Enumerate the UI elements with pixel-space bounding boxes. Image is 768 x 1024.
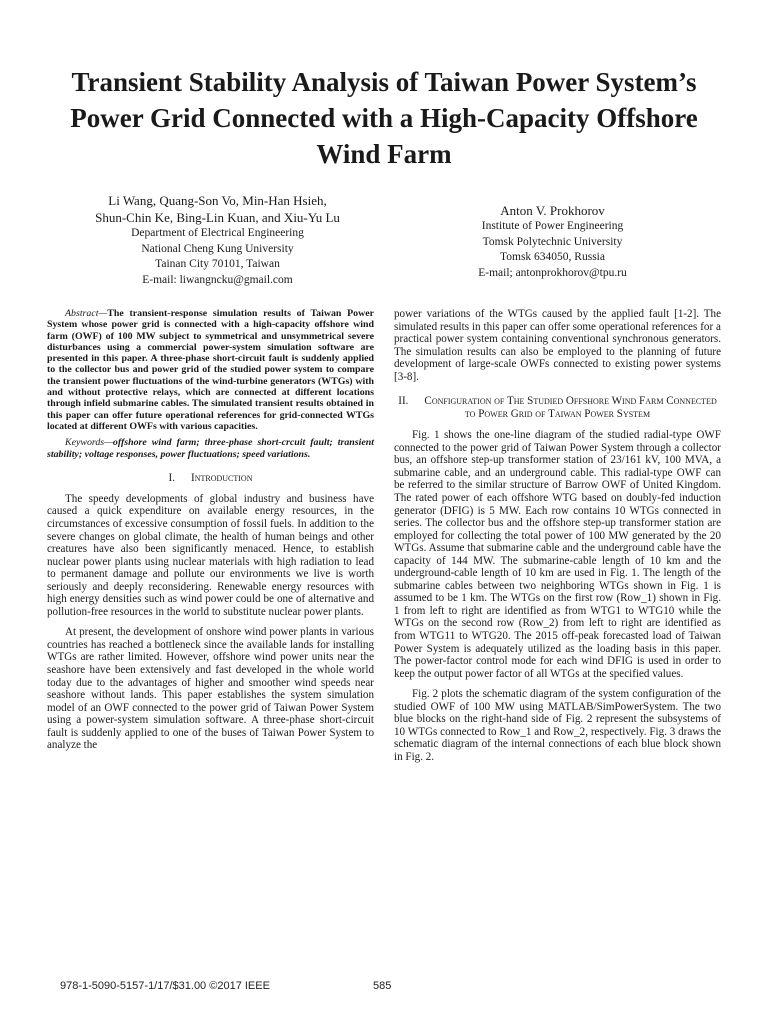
author-name: Anton V. Prokhorov <box>500 203 605 218</box>
keywords <box>47 437 374 460</box>
keywords-text: offshore wind farm; three-phase short-crcuit fault; transient stability; voltage responses, power fluctuations; speed variations. <box>47 437 374 460</box>
abstract <box>47 308 374 432</box>
author-block-left <box>55 192 380 288</box>
keywords-lead: Keywords— <box>65 437 113 449</box>
author-university: Tomsk Polytechnic University <box>482 235 623 248</box>
author-department: Institute of Power Engineering <box>481 220 624 232</box>
paragraph: The speedy developments of global industry and business have caused a quick expenditure on available energy resources, in the circumstances of excessive consumption of fossil fuels. In addition to the severe changes on global climate, the health of human beings and other creatures have also been significantly menaced. Hence, to establish nuclear power plants using nuclear materials with high radiation to lead to permanent damage and pollute our environments we live is worth seriously and deeply reconsidering. Renewable energy resources with high energy densities such as wind power could be one of alternative and pollution-free resources in the world to substitute nuclear power plants. <box>47 492 374 618</box>
section-number: II. <box>398 395 409 408</box>
author-department: Department of Electrical Engineering <box>131 227 304 239</box>
paragraph: At present, the development of onshore wind power plants in various countries has reached a bottleneck since the available lands for installing WTGs are rather limited. However, offshore wind power units near the seashore have been extensively and fast developed in the whole world today due to the advantages of higher and smoother wind speeds near seashore without lands. This paper establishes the system simulation model of an OWF connected to the power grid of Taiwan Power System using a power-system simulation software. A three-phase short-circuit fault is suddenly applied to one of the buses of Taiwan Power System to analyze the <box>47 626 374 752</box>
section-heading-configuration <box>394 395 721 421</box>
section-title: Configuration of The Studied Offshore Wind Farm Connected to Power Grid of Taiwan Power System <box>424 395 717 421</box>
author-block-right <box>410 202 695 281</box>
author-email: E-mail; antonprokhorov@tpu.ru <box>478 266 627 279</box>
page-number: 585 <box>373 980 392 992</box>
abstract-lead: Abstract— <box>65 308 108 319</box>
left-column <box>47 308 374 752</box>
author-university: National Cheng Kung University <box>141 242 294 255</box>
author-city: Tainan City 70101, Taiwan <box>155 258 280 270</box>
paper-title: Transient Stability Analysis of Taiwan Power System’s Power Grid Connected with a High-Capacity Offshore Wind Farm <box>70 67 698 169</box>
paragraph: Fig. 2 plots the schematic diagram of the system configuration of the studied OWF of 100 MW using MATLAB/SimPowerSystem. The two blue blocks on the right-hand side of Fig. 2 represent the subsystems of 10 WTGs connected to Row_1 and Row_2, respectively. Fig. 3 draws the schematic diagram of the internal connections of each blue block shown in Fig. 2. <box>394 688 721 763</box>
author-city: Tomsk 634050, Russia <box>500 251 605 263</box>
copyright-notice: 978-1-5090-5157-1/17/$31.00 ©2017 IEEE <box>60 980 270 992</box>
author-names-line1: Li Wang, Quang-Son Vo, Min-Han Hsieh, <box>108 193 327 208</box>
section-title: Introduction <box>191 471 253 484</box>
paragraph: power variations of the WTGs caused by the applied fault [1-2]. The simulated results in this paper can offer some operational references for a practical power system containing conventional synchronous generators. The simulation results can also be employed to the planning of future development of large-scale OWFs connected to existing power systems [3-8]. <box>394 308 721 383</box>
section-number: I. <box>168 471 175 484</box>
abstract-text: The transient-response simulation results of Taiwan Power System whose power grid is connected with a high-capacity offshore wind farm (OWF) of 100 MW subject to symmetrical and unsymmetrical severe disturbances using a commercial power-system simulation software are presented in this paper. A three-phase short-circuit fault is suddenly applied to the collector bus and power grid of the studied power system to compare the transient power fluctuations of the wind-turbine generators (WTGs) with and without protective relays, which are connected at different locations through infield submarine cables. The simulated transient results obtained in this paper can offer future operational references for grid-connected WTGs located at different OWFs with various capacities. <box>47 308 374 432</box>
author-names-line2: Shun-Chin Ke, Bing-Lin Kuan, and Xiu-Yu Lu <box>95 210 340 225</box>
section-heading-introduction <box>47 472 374 485</box>
paragraph: Fig. 1 shows the one-line diagram of the studied radial-type OWF connected to the power grid of Taiwan Power System through a collector bus, an offshore step-up transformer station of 23/161 kV, 100 MVA, a submarine cable, and an underground cable. This radial-type OWF can be referred to the similar structure of Barrow OWF of United Kingdom. The rated power of each offshore WTG based on doubly-fed induction generator (DFIG) is 5 MW. Each row contains 10 WTGs connected in series. The collector bus and the offshore step-up transformer station are employed for collecting the total power of 100 MW generated by the 20 WTGs. Assume that submarine cable and the underground cable have the capacity of 144 MW. The submarine-cable length of 10 km and the underground-cable length of 10 km are used in Fig. 1. The length of the submarine cables between two neighboring WTGs shown in Fig. 1 is assumed to be 1 km. The WTGs on the first row (Row_1) shown in Fig. 1 from left to right are identified as from WTG1 to WTG10 while the WTGs on the second row (Row_2) from left to right are identified as from WTG11 to WTG20. The 2015 off-peak forecasted load of Taiwan Power System is adequately utilized as the loading basis in this paper. The power-factor control mode for each wind DFIG is used in order to keep the output power factor of all WTGs at the specified values. <box>394 429 721 680</box>
right-column <box>394 308 721 764</box>
author-email: E-mail: liwangncku@gmail.com <box>142 273 293 286</box>
